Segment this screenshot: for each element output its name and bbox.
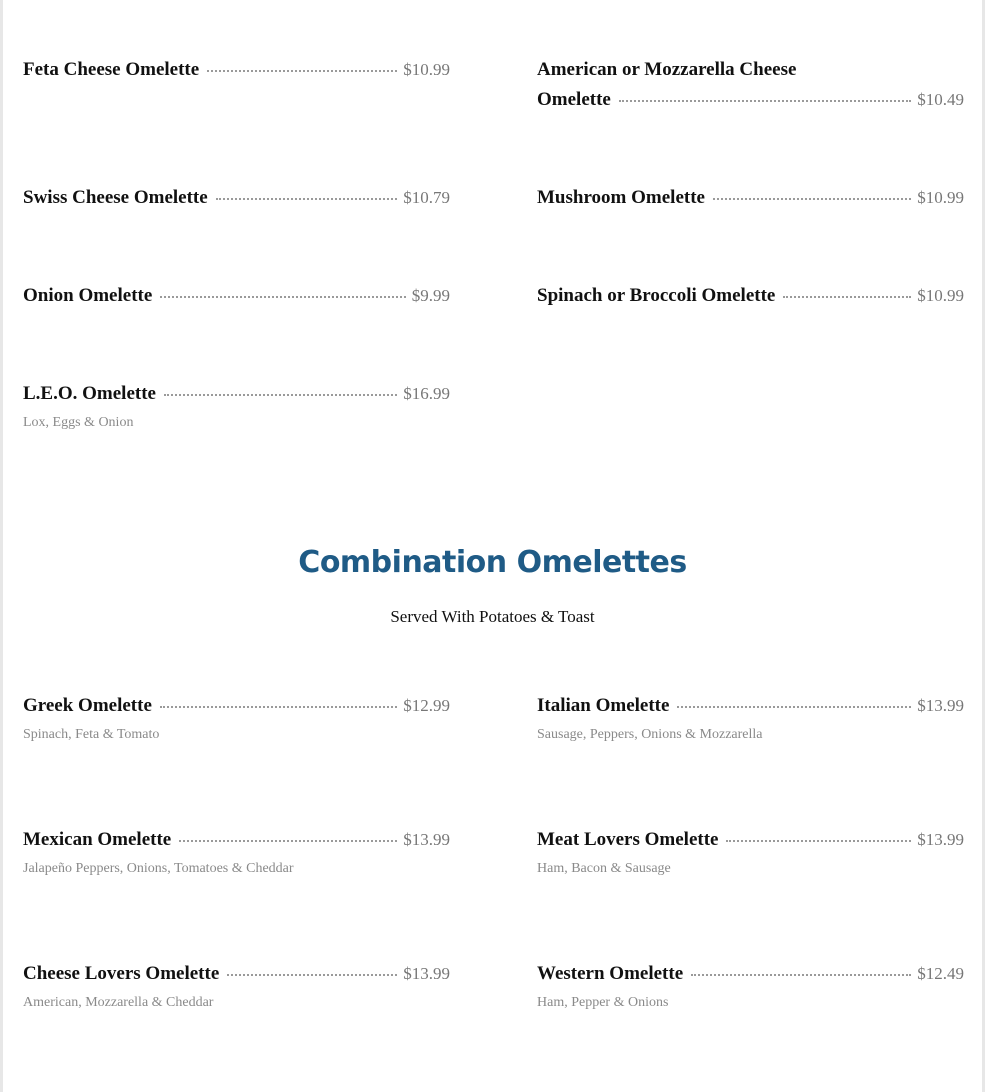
dot-leader — [677, 706, 911, 708]
menu-item — [537, 183, 964, 213]
item-price: $13.99 — [403, 830, 450, 849]
menu-item — [537, 55, 964, 115]
item-name: Western Omelette — [537, 963, 684, 984]
item-price: $9.99 — [411, 286, 450, 305]
item-name: Onion Omelette — [23, 285, 153, 306]
item-name: Mushroom Omelette — [537, 187, 705, 208]
item-name: Mexican Omelette — [23, 829, 172, 850]
dot-leader — [691, 974, 911, 976]
item-price: $10.99 — [917, 188, 964, 207]
item-name: L.E.O. Omelette — [23, 383, 156, 404]
item-description: Spinach, Feta & Tomato — [23, 727, 160, 742]
item-name: American or Mozzarella Cheese — [537, 59, 797, 80]
item-price: $10.99 — [917, 286, 964, 305]
dot-leader — [713, 198, 911, 200]
item-name: Greek Omelette — [23, 695, 152, 716]
item-description: Sausage, Peppers, Onions & Mozzarella — [537, 727, 763, 742]
menu-item — [23, 959, 450, 1011]
dot-leader — [216, 198, 398, 200]
menu-item — [23, 183, 450, 213]
item-description: Ham, Bacon & Sausage — [537, 861, 671, 876]
menu-item — [23, 691, 450, 743]
dot-leader — [160, 296, 405, 298]
item-description: American, Mozzarella & Cheddar — [23, 995, 214, 1010]
item-name: Spinach or Broccoli Omelette — [537, 285, 776, 306]
item-description: Jalapeño Peppers, Onions, Tomatoes & Cheddar — [23, 861, 294, 876]
item-name: Swiss Cheese Omelette — [23, 187, 208, 208]
menu-item — [537, 825, 964, 877]
item-description: Ham, Pepper & Onions — [537, 995, 669, 1010]
item-price: $12.49 — [917, 964, 964, 983]
item-price: $12.99 — [403, 696, 450, 715]
item-name-continued: Omelette — [537, 89, 611, 110]
menu-item — [23, 825, 450, 877]
menu-item — [23, 55, 450, 85]
menu-item — [537, 959, 964, 1011]
item-price: $10.49 — [917, 90, 964, 109]
menu-item — [23, 281, 450, 311]
section-subtitle: Served With Potatoes & Toast — [390, 607, 595, 626]
dot-leader — [160, 706, 397, 708]
item-description: Lox, Eggs & Onion — [23, 415, 134, 430]
item-price: $13.99 — [403, 964, 450, 983]
dot-leader — [227, 974, 397, 976]
item-price: $13.99 — [917, 696, 964, 715]
menu-item — [23, 379, 450, 431]
dot-leader — [726, 840, 911, 842]
dot-leader — [207, 70, 397, 72]
item-name: Italian Omelette — [537, 695, 670, 716]
dot-leader — [619, 100, 911, 102]
menu-item — [537, 281, 964, 311]
item-price: $10.99 — [403, 60, 450, 79]
dot-leader — [783, 296, 911, 298]
section-title: Combination Omelettes — [298, 545, 687, 580]
dot-leader — [179, 840, 397, 842]
item-name: Meat Lovers Omelette — [537, 829, 719, 850]
item-price: $10.79 — [403, 188, 450, 207]
dot-leader — [164, 394, 397, 396]
menu-item — [537, 691, 964, 743]
item-price: $13.99 — [917, 830, 964, 849]
item-name: Feta Cheese Omelette — [23, 59, 200, 80]
item-price: $16.99 — [403, 384, 450, 403]
item-name: Cheese Lovers Omelette — [23, 963, 220, 984]
